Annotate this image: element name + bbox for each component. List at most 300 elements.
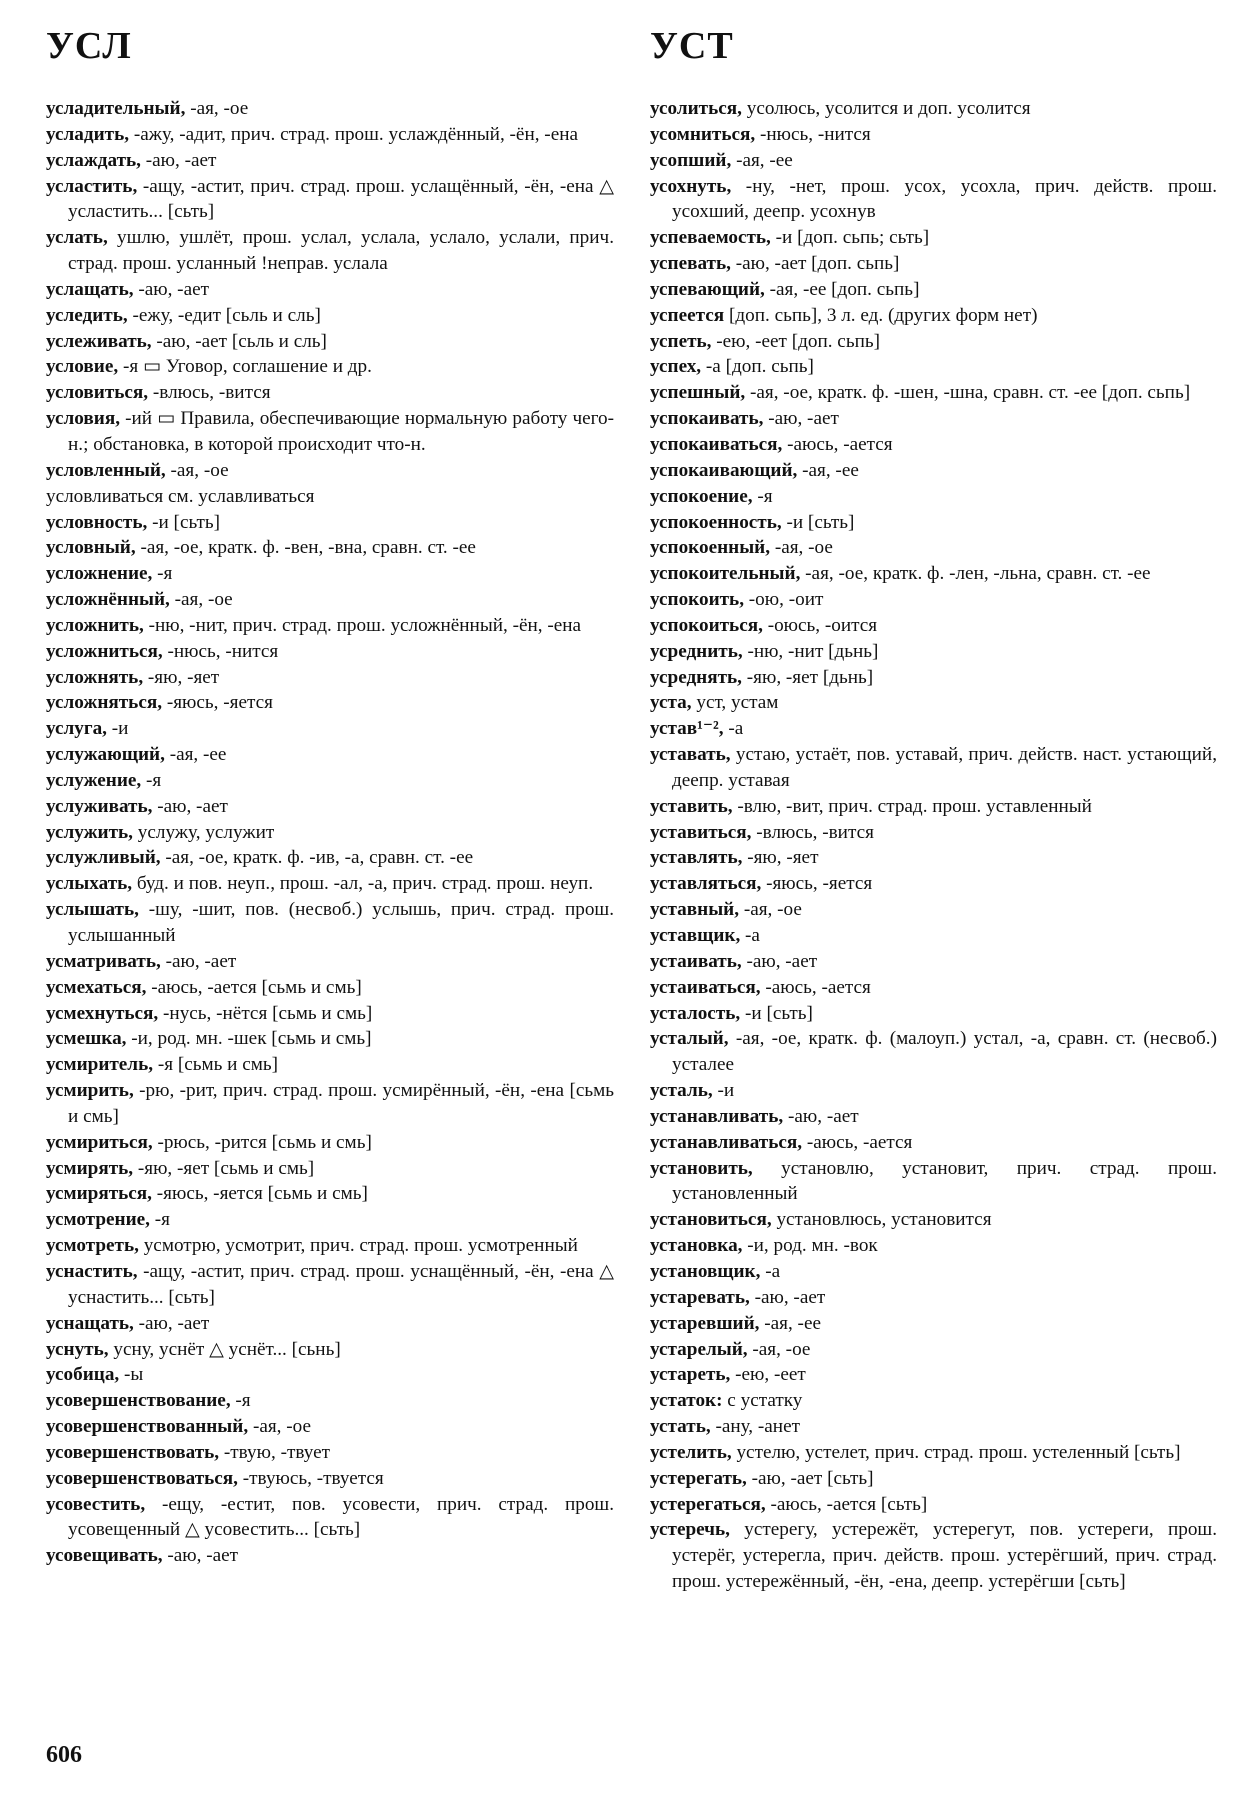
dictionary-entry [46,1052,614,1078]
dictionary-entry [650,1207,1217,1233]
entry-body: -я [141,769,162,791]
running-head-left: УСЛ [46,25,132,67]
entry-headword: услуга, [46,718,107,740]
dictionary-entry [650,1440,1217,1466]
dictionary-entry [650,587,1217,613]
entry-headword: усовершенствованный, [46,1416,249,1438]
entry-body: -шу, -шит, пов. (несвоб.) услышь, прич. страд. прош. услышанный [68,899,614,946]
left-column [46,96,614,1569]
entry-body: -ая, -ое [165,459,229,481]
entry-body: -ну, -нет, прош. усох, усохла, прич. действ. прош. усохший, деепр. усохнув [672,175,1217,223]
entry-headword: усреднять, [650,666,742,688]
entry-headword: устарелый, [650,1338,748,1360]
entry-headword: услаждать, [46,149,141,171]
dictionary-entry [650,380,1217,406]
entry-headword: усмехаться, [46,976,147,998]
dictionary-entry [650,96,1217,122]
dictionary-entry [650,484,1217,510]
entry-headword: усмешка, [46,1028,127,1050]
entry-headword: успевать, [650,253,731,275]
entry-headword: устеречь, [650,1519,730,1541]
dictionary-entry [46,1001,614,1027]
entry-body: -и, род. мн. -вок [742,1235,878,1257]
entry-headword: успокаивать, [650,408,764,430]
entry-headword: уставный, [650,899,740,921]
entry-headword: усовестить, [46,1493,146,1515]
entry-body: -яю, -яет [143,666,220,688]
entry-body: -нюсь, -нится [755,123,871,145]
dictionary-entry [46,613,614,639]
entry-body: -и [106,718,129,740]
entry-headword: условиться, [46,382,149,404]
dictionary-entry [650,458,1217,484]
entry-headword: усреднить, [650,640,743,662]
dictionary-entry [46,897,614,949]
entry-headword: услеживать, [46,330,152,352]
entry-body: -и [сьть] [147,511,220,533]
dictionary-entry [46,535,614,561]
entry-body: -аюсь, -ается [782,433,893,455]
entry-headword: успеть, [650,330,712,352]
entry-body: -аю, -ает [763,408,839,430]
dictionary-entry [46,174,614,226]
entry-headword: уставать, [650,744,731,766]
entry-body: -ая, -ое [185,98,249,119]
entry-headword: усталость, [650,1002,741,1024]
entry-body: -ажу, -адит, прич. страд. прош. услаждённый, -ён, -ена [129,123,578,145]
entry-headword: успокаиваться, [650,433,783,455]
dictionary-entry [650,1156,1217,1208]
entry-headword: уставлять, [650,847,743,869]
entry-body: ушлю, ушлёт, прош. услал, услала, услало, услали, прич. страд. прош. усланный !неправ. услала [68,227,614,275]
dictionary-entry [46,871,614,897]
dictionary-entry [46,716,614,742]
entry-headword: устанавливаться, [650,1131,803,1153]
entry-headword: успешный, [650,382,746,404]
entry-body: -ая, -ее [731,149,793,171]
dictionary-entry [46,1337,614,1363]
entry-headword: усмехнуться, [46,1002,159,1024]
entry-headword: усолиться, [650,98,742,119]
dictionary-entry [46,1414,614,1440]
entry-headword: услужающий, [46,744,165,766]
entry-body: -яю, -яет [сьмь и смь] [133,1157,315,1179]
entry-body: -ая, -ое, кратк. ф. (малоуп.) устал, -а, сравн. ст. (несвоб.) усталее [672,1028,1217,1076]
dictionary-entry [650,561,1217,587]
entry-headword: усложнение, [46,563,153,585]
entry-headword: усмирить, [46,1080,134,1102]
entry-headword: устав¹⁻², [650,718,724,740]
entry-body: услужу, услужит [132,821,275,843]
entry-body: -яю, -яет [дьнь] [741,666,874,688]
dictionary-entry [650,1285,1217,1311]
dictionary-entry [650,277,1217,303]
entry-body: -нусь, -нётся [сьмь и смь] [158,1002,373,1024]
dictionary-entry [46,329,614,355]
entry-body: усолюсь, усолится и доп. усолится [741,98,1031,119]
entry-body: -аю, -ает [сьль и сль] [151,330,327,352]
entry-body: уст, устам [691,692,779,714]
entry-body: устелю, устелет, прич. страд. прош. устеленный [сьть] [731,1441,1181,1463]
dictionary-entry [650,716,1217,742]
entry-headword: уставщик, [650,925,741,946]
dictionary-entry [650,1492,1217,1518]
entry-body: -и [доп. сьпь; сьть] [770,227,930,249]
dictionary-entry [46,1362,614,1388]
entry-headword: успеется [650,304,725,326]
dictionary-entry [46,354,614,380]
entry-headword: усовершенствование, [46,1390,231,1412]
dictionary-entry [46,1543,614,1569]
entry-body: -влюсь, -вится [148,382,271,404]
dictionary-entry [46,1233,614,1259]
entry-body: -ащу, -астит, прич. страд. прош. уснащённый, -ён, -ена △ уснастить... [сьть] [68,1260,614,1308]
dictionary-entry [650,1104,1217,1130]
dictionary-entry [46,458,614,484]
entry-headword: усмириться, [46,1131,153,1153]
entry-headword: уставляться, [650,873,762,895]
entry-body: -ею, -еет [доп. сьпь] [711,330,880,352]
dictionary-entry [46,1207,614,1233]
entry-headword: успеваемость, [650,227,771,249]
entry-body: -ая, -ее [164,744,227,766]
entry-headword: успокоительный, [650,563,801,585]
entry-body: -твуюсь, -твуется [237,1467,384,1489]
entry-headword: услышать, [46,899,139,921]
entry-headword: устаивать, [650,950,742,972]
dictionary-entry [650,174,1217,226]
dictionary-entry [46,975,614,1001]
dictionary-entry [650,1259,1217,1285]
dictionary-entry [650,742,1217,794]
entry-headword: уследить, [46,304,128,326]
dictionary-entry [650,639,1217,665]
entry-headword: усмиряться, [46,1183,152,1205]
entry-headword: уснуть, [46,1338,109,1360]
dictionary-entry [46,148,614,174]
dictionary-entry [46,1492,614,1544]
dictionary-entry [46,122,614,148]
entry-headword: успокоение, [650,485,753,507]
dictionary-entry [650,845,1217,871]
entry-body: -ню, -нит, прич. страд. прош. усложнённый, -ён, -ена [143,614,582,636]
entry-headword: усладительный, [46,98,186,119]
entry-body: -я [752,485,773,507]
entry-headword: условный, [46,537,136,559]
dictionary-entry [46,1078,614,1130]
entry-headword: успех, [650,356,702,378]
dictionary-entry [650,949,1217,975]
entry-headword: уставить, [650,795,733,817]
entry-body: -ню, -нит [дьнь] [742,640,879,662]
entry-body: -а [723,718,744,740]
entry-body: -и [712,1080,735,1102]
entry-body: -я [149,1209,170,1231]
dictionary-entry [650,1414,1217,1440]
entry-body: -ану, -анет [710,1416,800,1438]
entry-headword: усохнуть, [650,175,732,197]
entry-headword: успокоить, [650,589,744,611]
entry-body: -оюсь, -оится [762,614,878,636]
entry-headword: услужение, [46,769,142,791]
entry-headword: устанавливать, [650,1105,784,1127]
entry-headword: установка, [650,1235,743,1257]
dictionary-entry [650,1362,1217,1388]
entry-headword: условия, [46,408,120,430]
entry-body: -яю, -яет [742,847,819,869]
entry-headword: усомниться, [650,123,756,145]
entry-headword: успокоенность, [650,511,782,533]
dictionary-entry [650,1311,1217,1337]
entry-headword: устерегаться, [650,1493,766,1515]
dictionary-entry [650,794,1217,820]
entry-headword: усложнить, [46,614,144,636]
entry-headword: устаток: [650,1390,723,1412]
dictionary-entry [46,561,614,587]
entry-body: -ая, -ое, кратк. ф. -ив, -а, сравн. ст. -ее [160,847,474,869]
dictionary-entry [650,923,1217,949]
dictionary-entry [650,613,1217,639]
entry-body: усну, уснёт △ уснёт... [сьнь] [108,1338,341,1360]
entry-body: -а [доп. сьпь] [701,356,814,378]
entry-headword: условность, [46,511,148,533]
dictionary-entry [46,484,614,510]
entry-body: -я [сьмь и смь] [153,1054,279,1076]
dictionary-entry [46,277,614,303]
entry-body: условливаться см. уславливаться [46,485,315,507]
entry-headword: усложнённый, [46,589,170,611]
running-head-right: УСТ [650,25,734,67]
entry-body: -и, род. мн. -шек [сьмь и смь] [126,1028,372,1050]
entry-headword: усложнять, [46,666,144,688]
dictionary-entry [650,820,1217,846]
entry-body: -ая, -ое [739,899,802,921]
entry-body: -ая, -ое [169,589,233,611]
entry-body: -ая, -ее [759,1312,821,1334]
entry-headword: усовершенствовать, [46,1441,220,1463]
dictionary-entry [650,510,1217,536]
entry-headword: усопший, [650,149,732,171]
dictionary-entry [46,1130,614,1156]
entry-headword: уставиться, [650,821,752,843]
entry-headword: устареть, [650,1364,731,1386]
entry-headword: услать, [46,227,108,249]
dictionary-entry [46,820,614,846]
entry-body: -аю, -ает [783,1105,859,1127]
entry-body: с устатку [722,1390,803,1412]
entry-body: -аюсь, -ается [сьть] [765,1493,928,1515]
entry-headword: усмиритель, [46,1054,154,1076]
entry-body: -и [сьть] [781,511,855,533]
entry-body: -аю, -ает [доп. сьпь] [730,253,900,275]
dictionary-entry [46,587,614,613]
entry-headword: успокаивающий, [650,459,798,481]
dictionary-entry [46,380,614,406]
dictionary-entry [46,1466,614,1492]
dictionary-entry [650,1130,1217,1156]
entry-body: -а [740,925,760,946]
dictionary-entry [650,871,1217,897]
dictionary-entry [650,406,1217,432]
entry-body: -ая, -ее [797,459,859,481]
entry-body: усмотрю, усмотрит, прич. страд. прош. усмотренный [138,1235,578,1257]
entry-body: -яюсь, -яется [162,692,273,714]
entry-headword: усложниться, [46,640,163,662]
entry-headword: устаревать, [650,1286,750,1308]
dictionary-entry [650,1001,1217,1027]
dictionary-entry [46,665,614,691]
entry-body: буд. и пов. неуп., прош. -ал, -а, прич. страд. прош. неуп. [132,873,594,895]
dictionary-entry [650,122,1217,148]
entry-headword: услащать, [46,278,134,300]
entry-headword: уста, [650,692,692,714]
entry-body: -аюсь, -ается [802,1131,913,1153]
entry-body: -ы [119,1364,144,1386]
dictionary-entry [650,148,1217,174]
entry-headword: усмотреть, [46,1235,139,1257]
dictionary-entry [650,665,1217,691]
dictionary-entry [650,432,1217,458]
entry-body: -ая, -ее [доп. сьпь] [764,278,920,300]
entry-body: -рюсь, -рится [сьмь и смь] [152,1131,372,1153]
entry-body: -аю, -ает [741,950,818,972]
entry-headword: устелить, [650,1441,732,1463]
entry-body: -твую, -твует [219,1441,330,1463]
entry-headword: успокоиться, [650,614,763,636]
dictionary-entry [650,1337,1217,1363]
dictionary-entry [650,690,1217,716]
dictionary-entry [46,1311,614,1337]
dictionary-entry [46,225,614,277]
entry-body: -аю, -ает [133,278,209,300]
entry-body: -аю, -ает [133,1312,210,1334]
entry-headword: усложняться, [46,692,163,714]
entry-body: -яюсь, -яется [761,873,873,895]
entry-headword: усластить, [46,175,138,197]
dictionary-entry [650,1233,1217,1259]
entry-headword: усовершенствоваться, [46,1467,238,1489]
entry-body: -нюсь, -нится [162,640,279,662]
entry-body: -ая, -ое, кратк. ф. -вен, -вна, сравн. ст. -ее [135,537,476,559]
dictionary-entry [650,897,1217,923]
dictionary-entry [46,1026,614,1052]
dictionary-entry [650,1466,1217,1492]
entry-headword: услужить, [46,821,133,843]
entry-body: устаю, устаёт, пов. уставай, прич. действ. наст. устающий, деепр. уставая [672,744,1217,791]
dictionary-entry [650,535,1217,561]
entry-body: -аю, -ает [162,1545,239,1567]
entry-headword: услуживать, [46,795,153,817]
dictionary-entry [46,794,614,820]
entry-headword: уснащать, [46,1312,134,1334]
entry-body: -ою, -оит [744,589,824,611]
dictionary-entry [46,1181,614,1207]
dictionary-entry [46,510,614,536]
entry-headword: устать, [650,1416,711,1438]
entry-body: [доп. сьпь], 3 л. ед. (других форм нет) [724,304,1038,326]
dictionary-entry [46,1156,614,1182]
entry-headword: усматривать, [46,950,161,972]
entry-headword: установиться, [650,1209,772,1231]
entry-headword: услыхать, [46,873,133,895]
dictionary-entry [46,1259,614,1311]
dictionary-entry [650,225,1217,251]
dictionary-entry [650,303,1217,329]
dictionary-entry [650,1388,1217,1414]
dictionary-entry [650,975,1217,1001]
entry-body: -аю, -ает [749,1286,826,1308]
dictionary-entry [650,1078,1217,1104]
entry-body: установлю, установит, прич. страд. прош. установленный [672,1157,1217,1205]
dictionary-entry [46,690,614,716]
entry-body: -рю, -рит, прич. страд. прош. усмирённый, -ён, -ена [сьмь и смь] [68,1080,614,1127]
entry-body: -и [сьть] [740,1002,813,1024]
dictionary-entry [46,1388,614,1414]
entry-body: -ежу, -едит [сьль и сль] [127,304,321,326]
right-column [650,96,1217,1595]
dictionary-entry [46,1440,614,1466]
dictionary-entry [650,329,1217,355]
dictionary-entry [46,406,614,458]
entry-body: -я [152,563,173,585]
entry-body: -аюсь, -ается [сьмь и смь] [146,976,362,998]
entry-body: -аюсь, -ается [760,976,871,998]
dictionary-entry [46,768,614,794]
entry-body: -ею, -еет [730,1364,806,1386]
entry-headword: усмотрение, [46,1209,150,1231]
entry-body: -влюсь, -вится [751,821,874,843]
entry-body: -аю, -ает [160,950,237,972]
entry-body: -ещу, -естит, пов. усовести, прич. страд. прош. усовещенный △ усовестить... [сьть] [68,1493,614,1541]
entry-body: установлюсь, установится [771,1209,992,1231]
entry-body: -а [760,1260,781,1282]
entry-body: -аю, -ает [152,795,228,817]
dictionary-entry [650,354,1217,380]
entry-headword: услужливый, [46,847,161,869]
entry-body: устерегу, устережёт, устерегут, пов. устереги, прош. устерёг, устерегла, прич. действ. прош. устерёгший, прич. страд. прош. устережённый, -ён, -ена, деепр. устерёгши [сьть] [672,1519,1217,1593]
entry-body: -ая, -ое [770,537,833,559]
entry-body: -аю, -ает [сьть] [746,1467,874,1489]
dictionary-entry [46,845,614,871]
entry-headword: устаревший, [650,1312,760,1334]
entry-headword: установить, [650,1157,753,1179]
entry-headword: успевающий, [650,278,765,300]
entry-body: -я ▭ Уговор, соглашение и др. [118,356,372,378]
entry-body: -я [230,1390,251,1412]
page-number: 606 [46,1742,82,1768]
dictionary-entry [46,303,614,329]
entry-body: -ая, -ое [248,1416,312,1438]
entry-headword: усталый, [650,1028,729,1050]
entry-headword: усладить, [46,123,130,145]
dictionary-entry [46,949,614,975]
dictionary-entry [46,96,614,122]
entry-headword: условленный, [46,459,166,481]
entry-headword: успокоенный, [650,537,771,559]
entry-headword: установщик, [650,1260,761,1282]
entry-body: -ащу, -астит, прич. страд. прош. услащённый, -ён, -ена △ усластить... [сьть] [68,175,614,223]
entry-headword: усталь, [650,1080,713,1102]
entry-body: -аю, -ает [140,149,217,171]
dictionary-entry [46,742,614,768]
entry-body: -ая, -ое, кратк. ф. -лен, -льна, сравн. ст. -ее [800,563,1151,585]
entry-headword: усовещивать, [46,1545,163,1567]
entry-headword: усобица, [46,1364,120,1386]
entry-body: -ая, -ое [747,1338,811,1360]
dictionary-entry [46,639,614,665]
entry-body: -яюсь, -яется [сьмь и смь] [151,1183,368,1205]
entry-headword: устерегать, [650,1467,747,1489]
